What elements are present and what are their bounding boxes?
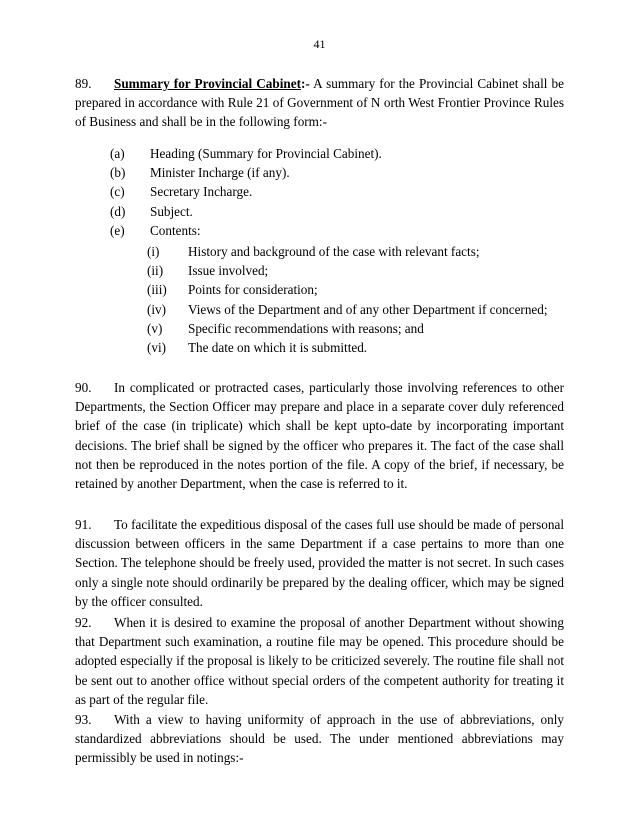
list-marker: (iii) [147, 282, 167, 298]
list-item [110, 182, 564, 201]
list-item-text: Secretary Incharge. [150, 184, 253, 200]
list-item [147, 319, 564, 338]
paragraph-number: 91. [75, 517, 92, 532]
section-heading: Summary for Provincial Cabinet [114, 76, 301, 91]
contents-list [147, 242, 564, 357]
list-item [110, 144, 564, 163]
list-item-text: Minister Incharge (if any). [150, 165, 290, 181]
paragraph-text: With a view to having uniformity of approach in the use of abbreviations, only standardized abbreviations should be used. The under mentioned abbreviations may permissibly be used in notings:- [75, 712, 564, 766]
list-item-text: Heading (Summary for Provincial Cabinet). [150, 146, 382, 161]
list-marker: (b) [110, 165, 126, 181]
paragraph-93 [75, 710, 564, 768]
paragraph-91 [75, 515, 564, 611]
list-item [147, 338, 564, 357]
paragraph-number: 89. [75, 76, 92, 91]
list-item-text: Views of the Department and of any other Department if concerned; [188, 301, 548, 317]
list-item-text: Issue involved; [188, 263, 269, 279]
paragraph-text: A summary for the Provincial Cabinet shall be prepared in accordance with Rule 21 of Government of N orth West Frontier Province Rules of Business and shall be in the following form:- [75, 76, 564, 130]
list-marker: (a) [110, 146, 125, 161]
paragraph-text: When it is desired to examine the proposal of another Department without showing that Department such examination, a routine file may be opened. This procedure should be adopted especially if the proposal is likely to be criticized severely. The routine file shall not be sent out to another office without special orders of the competent authority for treating it as part of the regular file. [75, 615, 564, 707]
list-marker: (i) [147, 244, 160, 259]
list-item-text: Subject. [150, 203, 193, 219]
list-marker: (v) [147, 320, 163, 336]
list-item [147, 300, 564, 319]
paragraph-text: To facilitate the expeditious disposal of the cases full use should be made of personal discussion between officers in the same Department if a case pertains to more than one Section. The telephone should be freely used, provided the matter is not secret. In such cases only a single note should ordinarily be prepared by the dealing officer, which may be signed by the officer consulted. [75, 517, 565, 609]
list-item-text: History and background of the case with relevant facts; [188, 244, 480, 259]
list-marker: (vi) [147, 340, 167, 356]
paragraph-90 [75, 378, 564, 493]
list-item [147, 242, 564, 261]
list-item [110, 202, 564, 221]
list-marker: (ii) [147, 263, 164, 279]
list-marker: (c) [110, 184, 125, 200]
list-item-text: Specific recommendations with reasons; and [188, 320, 424, 336]
form-list [110, 144, 564, 240]
list-marker: (iv) [147, 301, 167, 317]
list-item-text: Points for consideration; [188, 282, 318, 298]
list-marker: (d) [110, 203, 126, 219]
paragraph-number: 92. [75, 615, 92, 630]
paragraph-number: 93. [75, 712, 92, 727]
list-item [110, 221, 564, 240]
paragraph-89 [75, 74, 564, 132]
list-marker: (e) [110, 222, 125, 238]
list-item-text: The date on which it is submitted. [188, 340, 368, 356]
list-item [110, 163, 564, 182]
list-item [147, 261, 564, 280]
paragraph-92 [75, 613, 564, 709]
list-item-text: Contents: [150, 222, 201, 238]
section-heading-suffix: :- [300, 76, 310, 91]
paragraph-number: 90. [75, 380, 92, 395]
list-item [147, 280, 564, 299]
paragraph-text: In complicated or protracted cases, particularly those involving references to other Departments, the Section Officer may prepare and place in a separate cover duly referenced brief of the case (in triplicate) which shall be kept upto-date by incorporating important decisions. The brief shall be signed by the officer who prepares it. The fact of the case shall not then be reproduced in the notes portion of the file. A copy of the brief, if necessary, be retained by another Department, when the case is referred to it. [75, 380, 564, 492]
page-number: 41 [313, 37, 326, 51]
